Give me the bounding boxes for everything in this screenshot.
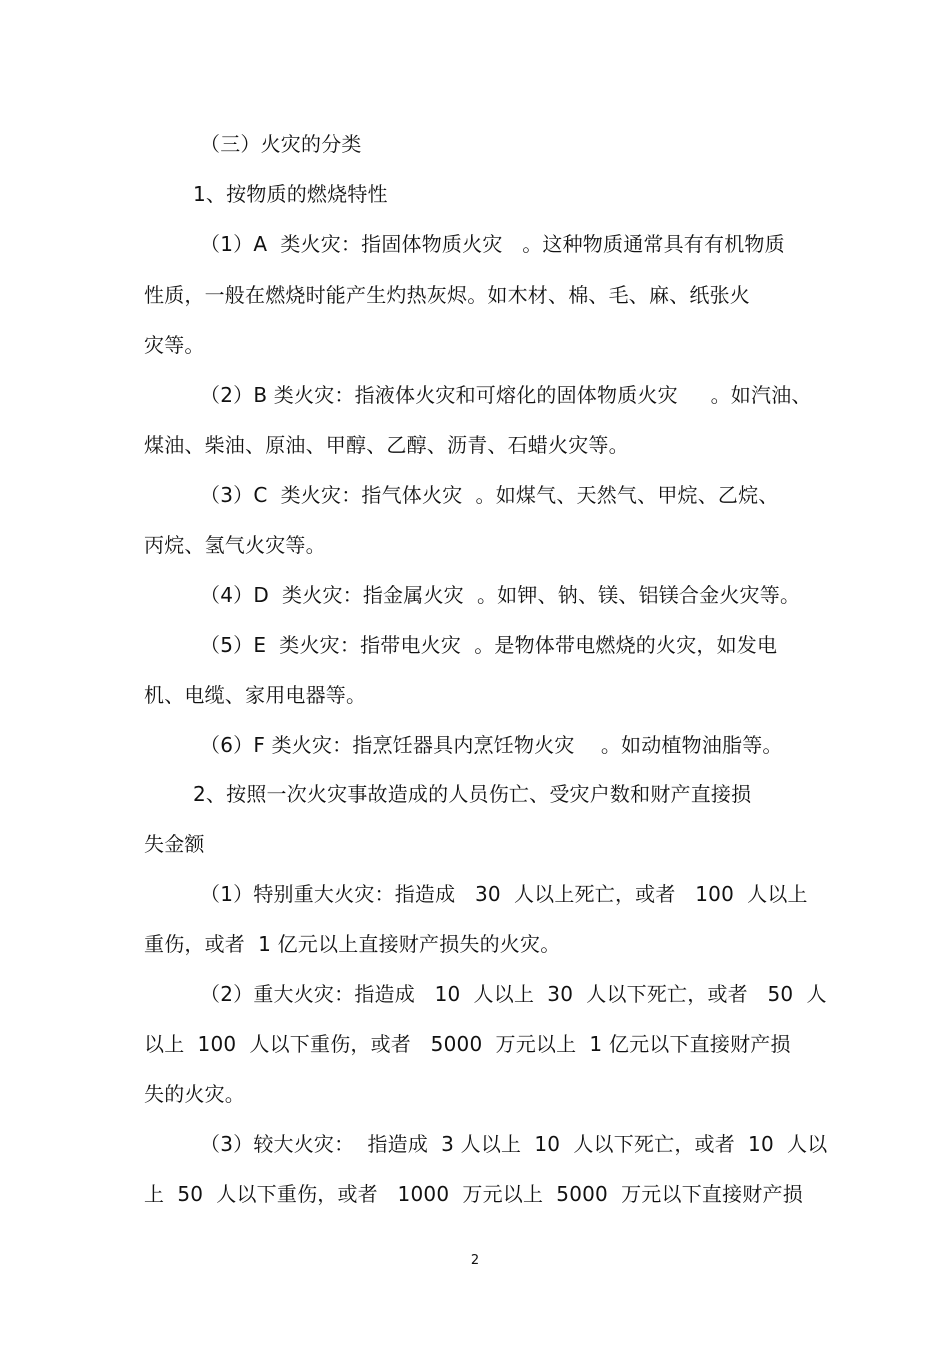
paragraph-line: （2）重大火灾：指造成 10 人以上 30 人以下死亡，或者 50 人 (200, 982, 827, 1006)
paragraph-line: 灾等。 (144, 333, 205, 357)
paragraph-line: 以上 100 人以下重伤，或者 5000 万元以上 1 亿元以下直接财产损 (144, 1032, 791, 1056)
subsection-heading: 1、按物质的燃烧特性 (193, 182, 388, 206)
paragraph-line: 性质，一般在燃烧时能产生灼热灰烬。如木材、棉、毛、麻、纸张火 (144, 283, 750, 307)
paragraph-line: （6）F 类火灾：指烹饪器具内烹饪物火灾 。如动植物油脂等。 (200, 733, 783, 757)
paragraph-line: 丙烷、氢气火灾等。 (144, 533, 326, 557)
paragraph-line: （3）C 类火灾：指气体火灾 。如煤气、天然气、甲烷、乙烷、 (200, 483, 779, 507)
paragraph-line: （2）B 类火灾：指液体火灾和可熔化的固体物质火灾 。如汽油、 (200, 383, 812, 407)
paragraph-line: （5）E 类火灾：指带电火灾 。是物体带电燃烧的火灾，如发电 (200, 633, 778, 657)
paragraph-line: 煤油、柴油、原油、甲醇、乙醇、沥青、石蜡火灾等。 (144, 433, 629, 457)
paragraph-line: 重伤，或者 1 亿元以上直接财产损失的火灾。 (144, 932, 561, 956)
paragraph-line: （1）A 类火灾：指固体物质火灾 。这种物质通常具有有机物质 (200, 232, 785, 256)
page-number: 2 (470, 1253, 480, 1268)
section-heading: （三）火灾的分类 (200, 132, 362, 156)
paragraph-line: （3）较大火灾： 指造成 3 人以上 10 人以下死亡，或者 10 人以 (200, 1132, 828, 1156)
paragraph-line: 机、电缆、家用电器等。 (144, 683, 367, 707)
paragraph-line: 失的火灾。 (144, 1082, 245, 1106)
paragraph-line: （4）D 类火灾：指金属火灾 。如钾、钠、镁、铝镁合金火灾等。 (200, 583, 801, 607)
paragraph-line: 上 50 人以下重伤，或者 1000 万元以上 5000 万元以下直接财产损 (144, 1182, 803, 1206)
paragraph-line: 失金额 (144, 832, 205, 856)
paragraph-line: （1）特别重大火灾：指造成 30 人以上死亡，或者 100 人以上 (200, 882, 808, 906)
subsection-heading: 2、按照一次火灾事故造成的人员伤亡、受灾户数和财产直接损 (193, 782, 752, 806)
